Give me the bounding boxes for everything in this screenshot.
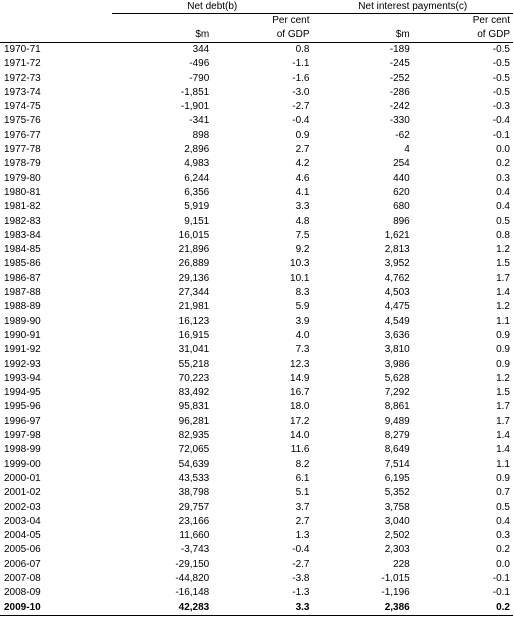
net-debt-pct-gdp-cell: -1.3 — [292, 587, 310, 599]
net-interest-pct-gdp-cell: 0.9 — [496, 344, 510, 356]
net-debt-cell: 16,123 — [178, 315, 210, 327]
net-debt-pct-gdp-cell: -2.7 — [292, 101, 310, 113]
net-interest-pct-gdp-cell: -0.1 — [492, 129, 510, 141]
year-cell: 1989-90 — [4, 315, 41, 327]
net-debt-pct-gdp-cell: 0.8 — [295, 44, 310, 55]
net-debt-pct-gdp-cell: 3.9 — [295, 315, 310, 327]
net-debt-pct-gdp-cell: 9.2 — [295, 244, 310, 256]
year-cell: 2000-01 — [4, 472, 41, 484]
year-cell: 1972-73 — [4, 72, 41, 84]
net-interest-pct-gdp-cell: -0.5 — [492, 86, 510, 98]
table-row — [0, 243, 513, 257]
interest-dollars-label: $m — [313, 28, 413, 43]
net-debt-pct-gdp-cell: -2.7 — [292, 558, 310, 570]
net-interest-cell: -286 — [389, 86, 410, 98]
net-interest-cell: 254 — [393, 158, 410, 170]
year-cell: 1987-88 — [4, 287, 41, 299]
net-debt-pct-gdp-cell: 8.3 — [295, 287, 310, 299]
year-cell: 1976-77 — [4, 129, 41, 141]
net-debt-cell: -1,901 — [180, 101, 210, 113]
net-interest-cell: 2,502 — [384, 530, 410, 542]
net-debt-pct-gdp-cell: 14.0 — [290, 430, 310, 442]
net-debt-cell: 16,015 — [178, 229, 210, 241]
net-interest-pct-gdp-cell: -0.1 — [492, 587, 510, 599]
net-debt-cell: -29,150 — [175, 558, 210, 570]
table-row — [0, 300, 513, 314]
net-debt-pct-gdp-cell: 4.0 — [295, 329, 310, 341]
table-row — [0, 400, 513, 414]
year-cell: 2009-10 — [0, 601, 112, 616]
net-interest-pct-gdp-cell: 0.0 — [496, 558, 510, 570]
net-debt-pct-gdp-cell: 7.5 — [295, 229, 310, 241]
net-debt-pct-gdp-cell: -1.1 — [292, 58, 310, 70]
table-row — [0, 157, 513, 171]
net-interest-cell: -242 — [389, 101, 410, 113]
table-row — [0, 186, 513, 200]
net-interest-pct-gdp-cell: 1.4 — [496, 444, 510, 456]
net-debt-pct-gdp-cell: -1.6 — [292, 72, 310, 84]
net-debt-cell: 38,798 — [178, 487, 210, 499]
table-row — [0, 601, 513, 616]
net-debt-cell: 4,983 — [184, 158, 210, 170]
year-cell: 1983-84 — [4, 229, 41, 241]
net-debt-pct-gdp-cell: -3.8 — [292, 572, 310, 584]
net-debt-cell: 70,223 — [178, 372, 210, 384]
table-row — [0, 72, 513, 86]
table-row — [0, 329, 513, 343]
year-cell: 1978-79 — [4, 158, 41, 170]
year-cell: 1998-99 — [4, 444, 41, 456]
net-interest-pct-gdp-cell: 1.1 — [496, 315, 510, 327]
year-cell: 2005-06 — [4, 544, 41, 556]
net-debt-cell: 5,919 — [184, 201, 210, 213]
net-interest-header: Net interest payments(c) — [313, 0, 514, 14]
net-interest-pct-gdp-cell: -0.1 — [492, 572, 510, 584]
net-interest-cell: 7,514 — [384, 458, 410, 470]
net-debt-cell: 21,896 — [178, 244, 210, 256]
net-debt-cell: 9,151 — [184, 215, 210, 227]
net-interest-cell: -1,196 — [381, 587, 410, 599]
net-debt-pct-gdp-cell: 17.2 — [290, 415, 310, 427]
net-debt-cell: 6,356 — [184, 186, 210, 198]
net-debt-pct-gdp-cell: 4.2 — [295, 158, 310, 170]
net-interest-pct-gdp-cell: 0.8 — [496, 229, 510, 241]
net-interest-pct-gdp-cell: 0.7 — [496, 487, 510, 499]
net-debt-cell: 31,041 — [178, 344, 210, 356]
net-debt-cell: 29,136 — [178, 272, 210, 284]
net-interest-cell: 4,503 — [384, 287, 410, 299]
net-debt-cell: 23,166 — [178, 515, 210, 527]
net-debt-pct-gdp-cell: 4.8 — [295, 215, 310, 227]
net-interest-cell: -1,015 — [381, 572, 410, 584]
net-debt-pct-gdp-cell: 7.3 — [295, 344, 310, 356]
net-interest-cell: 7,292 — [384, 387, 410, 399]
net-debt-pct-gdp-cell: 11.6 — [290, 444, 310, 456]
net-interest-cell: 3,758 — [384, 501, 410, 513]
table-row — [0, 172, 513, 186]
net-interest-cell: 4,549 — [384, 315, 410, 327]
net-interest-cell: 896 — [393, 215, 410, 227]
table-row — [0, 358, 513, 372]
table-row — [0, 286, 513, 300]
table-row — [0, 472, 513, 486]
net-debt-cell: 26,889 — [178, 258, 210, 270]
table-row — [0, 272, 513, 286]
year-cell: 1992-93 — [4, 358, 41, 370]
year-cell: 1985-86 — [4, 258, 41, 270]
year-cell: 2001-02 — [4, 487, 41, 499]
net-debt-pct-gdp-cell: 5.9 — [295, 301, 310, 313]
net-debt-pct-gdp-cell: 4.1 — [295, 186, 310, 198]
net-debt-cell: 16,915 — [178, 329, 210, 341]
year-cell: 1994-95 — [4, 387, 41, 399]
table-header — [0, 0, 513, 43]
year-cell: 1988-89 — [4, 301, 41, 313]
table-row — [0, 114, 513, 128]
year-cell: 1970-71 — [4, 44, 41, 55]
net-interest-cell: 9,489 — [384, 415, 410, 427]
year-cell: 1999-00 — [4, 458, 41, 470]
table-row — [0, 501, 513, 515]
net-debt-pct-gdp-cell: 14.9 — [290, 372, 310, 384]
net-debt-cell: 21,981 — [178, 301, 210, 313]
net-interest-cell: -245 — [389, 58, 410, 70]
table-row — [0, 443, 513, 457]
net-debt-cell: 82,935 — [178, 430, 210, 442]
year-cell: 1980-81 — [4, 186, 41, 198]
net-debt-pct-gdp-cell: 3.3 — [212, 601, 312, 616]
interest-per-cent-label: Per cent — [472, 15, 510, 26]
net-interest-pct-gdp-cell: 1.1 — [496, 458, 510, 470]
table-row — [0, 315, 513, 329]
net-interest-cell: 680 — [393, 201, 410, 213]
table-row — [0, 129, 513, 143]
net-debt-cell: 95,831 — [178, 401, 210, 413]
net-interest-cell: 440 — [393, 172, 410, 184]
net-debt-cell: 898 — [192, 129, 210, 141]
net-interest-pct-gdp-cell: 0.2 — [496, 158, 510, 170]
net-interest-cell: 6,195 — [384, 472, 410, 484]
table-row — [0, 486, 513, 500]
net-debt-pct-gdp-cell: 16.7 — [290, 387, 310, 399]
net-interest-cell: 228 — [393, 558, 410, 570]
net-debt-pct-gdp-cell: 2.7 — [295, 144, 310, 156]
year-cell: 1984-85 — [4, 244, 41, 256]
year-cell: 1997-98 — [4, 430, 41, 442]
net-interest-pct-gdp-cell: 0.3 — [496, 172, 510, 184]
debt-per-cent-label: Per cent — [272, 15, 310, 26]
net-interest-cell: 4 — [404, 144, 410, 156]
net-interest-pct-gdp-cell: 1.2 — [496, 301, 510, 313]
year-cell: 2007-08 — [4, 572, 41, 584]
table-row — [0, 200, 513, 214]
net-debt-cell: 344 — [192, 44, 210, 55]
net-debt-pct-gdp-cell: 18.0 — [290, 401, 310, 413]
net-debt-cell: 2,896 — [184, 144, 210, 156]
table-row — [0, 343, 513, 357]
table-row — [0, 100, 513, 114]
net-debt-pct-gdp-cell: 10.3 — [290, 258, 310, 270]
net-debt-cell: 11,660 — [179, 530, 210, 542]
net-debt-header: Net debt(b) — [112, 0, 313, 14]
table-row — [0, 515, 513, 529]
net-interest-pct-gdp-cell: -0.5 — [492, 72, 510, 84]
net-interest-cell: 5,352 — [384, 487, 410, 499]
net-debt-pct-gdp-cell: 10.1 — [290, 272, 310, 284]
net-debt-cell: -341 — [189, 115, 210, 127]
table-row — [0, 572, 513, 586]
sub-header-row-2 — [0, 28, 513, 43]
net-interest-pct-gdp-cell: 1.4 — [496, 430, 510, 442]
net-debt-cell: 29,757 — [178, 501, 210, 513]
year-cell: 2003-04 — [4, 515, 41, 527]
net-interest-cell: 2,386 — [313, 601, 413, 616]
net-interest-cell: -330 — [389, 115, 410, 127]
net-interest-cell: 3,040 — [384, 515, 410, 527]
net-interest-cell: 3,986 — [384, 358, 410, 370]
year-cell: 2002-03 — [4, 501, 41, 513]
net-debt-cell: -496 — [189, 58, 210, 70]
year-cell: 2008-09 — [4, 587, 41, 599]
table-row — [0, 57, 513, 71]
table-row — [0, 229, 513, 243]
net-debt-cell: 54,639 — [178, 458, 210, 470]
table-row — [0, 558, 513, 572]
net-debt-cell: -790 — [189, 72, 210, 84]
net-interest-cell: 3,636 — [384, 329, 410, 341]
table-row — [0, 429, 513, 443]
year-cell: 1975-76 — [4, 115, 41, 127]
table-row — [0, 143, 513, 157]
net-interest-cell: 1,621 — [384, 229, 410, 241]
year-cell: 1973-74 — [4, 86, 41, 98]
net-interest-pct-gdp-cell: 0.0 — [496, 144, 510, 156]
net-debt-pct-gdp-cell: 0.9 — [295, 129, 310, 141]
year-cell: 1979-80 — [4, 172, 41, 184]
net-interest-pct-gdp-cell: -0.3 — [492, 101, 510, 113]
net-interest-pct-gdp-cell: 0.9 — [496, 329, 510, 341]
net-interest-pct-gdp-cell: 1.7 — [496, 401, 510, 413]
debt-dollars-label: $m — [112, 28, 212, 43]
table-row — [0, 458, 513, 472]
year-cell: 1971-72 — [4, 58, 41, 70]
net-debt-cell: -3,743 — [180, 544, 210, 556]
net-debt-pct-gdp-cell: 3.7 — [295, 501, 310, 513]
net-interest-pct-gdp-cell: 0.2 — [496, 544, 510, 556]
net-debt-cell: 27,344 — [178, 287, 210, 299]
table-row — [0, 86, 513, 100]
net-debt-pct-gdp-cell: 5.1 — [295, 487, 310, 499]
net-interest-pct-gdp-cell: 1.5 — [496, 387, 510, 399]
net-interest-cell: 8,861 — [384, 401, 410, 413]
net-interest-pct-gdp-cell: -0.5 — [492, 44, 510, 55]
year-cell: 2006-07 — [4, 558, 41, 570]
group-header-row — [0, 0, 513, 14]
net-debt-pct-gdp-cell: -3.0 — [292, 86, 310, 98]
net-debt-pct-gdp-cell: -0.4 — [292, 544, 310, 556]
net-debt-cell: 96,281 — [178, 415, 210, 427]
net-debt-cell: -16,148 — [175, 587, 210, 599]
net-debt-cell: -44,820 — [175, 572, 210, 584]
net-interest-pct-gdp-cell: 1.7 — [496, 415, 510, 427]
year-cell: 1996-97 — [4, 415, 41, 427]
year-cell: 1986-87 — [4, 272, 41, 284]
year-cell: 1990-91 — [4, 329, 41, 341]
year-cell: 1995-96 — [4, 401, 41, 413]
net-interest-pct-gdp-cell: 0.5 — [496, 215, 510, 227]
net-interest-pct-gdp-cell: -0.4 — [492, 115, 510, 127]
net-interest-pct-gdp-cell: 0.3 — [496, 530, 510, 542]
net-interest-cell: -62 — [395, 129, 410, 141]
net-debt-cell: 42,283 — [112, 601, 212, 616]
net-debt-pct-gdp-cell: 1.3 — [295, 530, 310, 542]
net-debt-cell: 6,244 — [184, 172, 210, 184]
year-cell: 1981-82 — [4, 201, 41, 213]
sub-header-row-1 — [0, 14, 513, 29]
net-interest-cell: 3,810 — [384, 344, 410, 356]
net-interest-cell: -252 — [389, 72, 410, 84]
net-interest-pct-gdp-cell: 0.9 — [496, 472, 510, 484]
net-interest-pct-gdp-cell: 1.2 — [496, 244, 510, 256]
net-interest-cell: 5,628 — [384, 372, 410, 384]
table-body — [0, 43, 513, 616]
net-interest-pct-gdp-cell: 1.5 — [496, 258, 510, 270]
table-row — [0, 586, 513, 600]
net-debt-cell: -1,851 — [180, 86, 210, 98]
year-cell: 1982-83 — [4, 215, 41, 227]
table-row — [0, 543, 513, 557]
net-interest-pct-gdp-cell: 0.4 — [496, 186, 510, 198]
net-debt-pct-gdp-cell: 12.3 — [290, 358, 310, 370]
year-cell: 1991-92 — [4, 344, 41, 356]
year-cell: 1977-78 — [4, 144, 41, 156]
net-debt-cell: 72,065 — [178, 444, 210, 456]
table-row — [0, 386, 513, 400]
net-interest-cell: -189 — [389, 44, 410, 55]
net-debt-pct-gdp-cell: 6.1 — [295, 472, 310, 484]
net-interest-cell: 4,475 — [384, 301, 410, 313]
net-interest-cell: 8,649 — [384, 444, 410, 456]
net-interest-cell: 3,952 — [384, 258, 410, 270]
net-interest-pct-gdp-cell: -0.5 — [492, 58, 510, 70]
table-row — [0, 415, 513, 429]
net-interest-pct-gdp-cell: 1.2 — [496, 372, 510, 384]
net-debt-cell: 43,533 — [178, 472, 210, 484]
net-interest-cell: 620 — [393, 186, 410, 198]
net-interest-cell: 2,813 — [384, 244, 410, 256]
debt-of-gdp-label: of GDP — [212, 28, 312, 43]
net-debt-pct-gdp-cell: 2.7 — [295, 515, 310, 527]
net-debt-pct-gdp-cell: 4.6 — [295, 172, 310, 184]
net-debt-cell: 83,492 — [178, 387, 210, 399]
table-row — [0, 43, 513, 58]
net-interest-pct-gdp-cell: 0.5 — [496, 501, 510, 513]
net-interest-pct-gdp-cell: 0.4 — [496, 201, 510, 213]
net-debt-pct-gdp-cell: 8.2 — [295, 458, 310, 470]
net-interest-pct-gdp-cell: 0.2 — [413, 601, 513, 616]
net-interest-cell: 2,303 — [384, 544, 410, 556]
interest-of-gdp-label: of GDP — [413, 28, 513, 43]
year-cell: 2004-05 — [4, 530, 41, 542]
table-row — [0, 372, 513, 386]
net-interest-pct-gdp-cell: 1.7 — [496, 272, 510, 284]
year-cell: 1993-94 — [4, 372, 41, 384]
net-interest-pct-gdp-cell: 1.4 — [496, 287, 510, 299]
year-cell: 1974-75 — [4, 101, 41, 113]
net-interest-pct-gdp-cell: 0.4 — [496, 515, 510, 527]
net-debt-pct-gdp-cell: -0.4 — [292, 115, 310, 127]
net-interest-cell: 8,279 — [384, 430, 410, 442]
net-debt-cell: 55,218 — [178, 358, 210, 370]
table-row — [0, 529, 513, 543]
net-interest-cell: 4,762 — [384, 272, 410, 284]
table-row — [0, 257, 513, 271]
net-debt-pct-gdp-cell: 3.3 — [295, 201, 310, 213]
net-interest-pct-gdp-cell: 0.9 — [496, 358, 510, 370]
table-row — [0, 215, 513, 229]
